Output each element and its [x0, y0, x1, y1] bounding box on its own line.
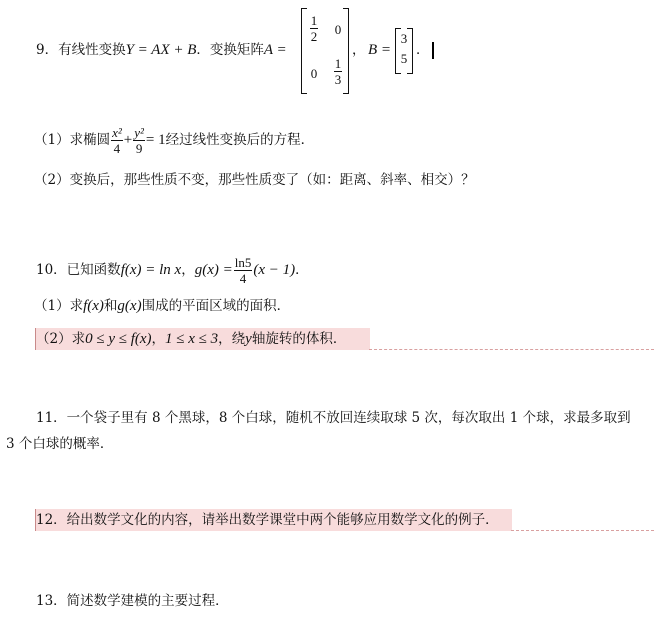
q10-part2-comment-connector — [369, 349, 654, 350]
q11-line1: 11．一个袋子里有 8 个黑球，8 个白球，随机不放回连续取球 5 次，每次取出 1 个球，求最多取到 — [36, 410, 631, 426]
q9-matrix-b-label: B = — [368, 42, 392, 58]
q9-sep: ， — [352, 42, 366, 58]
q13-text: 13．简述数学建模的主要过程． — [36, 593, 229, 609]
q9-part2: （2）变换后，那些性质不变，那些性质变了（如：距离、斜率、相交）？ — [34, 172, 475, 188]
matrix-b — [395, 28, 413, 72]
q9-part1: （1）求椭圆 $\frac{\text{x²}}{4}$ + $\frac{\text{y²}}{9}$ = 1经过线性变换后的方程． — [34, 125, 315, 156]
q9-matrix-a-label: A = — [263, 42, 287, 58]
q10-part1: （1）求f(x)和g(x)围成的平面区域的面积． — [34, 298, 291, 314]
q9-ellipse-x-term: $\frac{\text{x²}}{4}$ — [112, 125, 122, 156]
q10-g-fraction: $\frac{\ln 5}{4}$ — [234, 255, 252, 286]
q12-comment-connector — [511, 530, 654, 531]
q12-text: 12．给出数学文化的内容，请举出数学课堂中两个能够应用数学文化的例子． — [36, 512, 499, 528]
matrix-a-11: $\frac{1}{2}$ — [310, 13, 318, 44]
matrix-a — [301, 8, 349, 92]
q9-equation: Y = AX + B — [125, 42, 197, 58]
q10-part2: （2）求0 ≤ y ≤ f(x)，1 ≤ x ≤ 3，绕y轴旋转的体积． — [36, 331, 347, 347]
q9-end: ． — [416, 42, 430, 58]
q10-f-definition: f(x) = ln x — [120, 262, 182, 278]
text-cursor — [432, 42, 434, 59]
q11-line2: 3 个白球的概率． — [6, 436, 114, 452]
q10-stem: 10．已知函数f(x) = ln x，g(x) = $\frac{\ln 5}{4}$ (x − 1)． — [36, 255, 309, 286]
matrix-a-21: 0 — [310, 66, 318, 81]
matrix-b-2: 5 — [400, 51, 408, 66]
matrix-a-22: $\frac{1}{3}$ — [334, 56, 342, 87]
matrix-b-1: 3 — [400, 31, 408, 46]
matrix-a-12: 0 — [334, 22, 342, 37]
q9-ellipse-y-term: $\frac{\text{y²}}{9}$ — [134, 125, 144, 156]
q9-stem: 9．有线性变换Y = AX + B．变换矩阵A = — [36, 42, 287, 58]
